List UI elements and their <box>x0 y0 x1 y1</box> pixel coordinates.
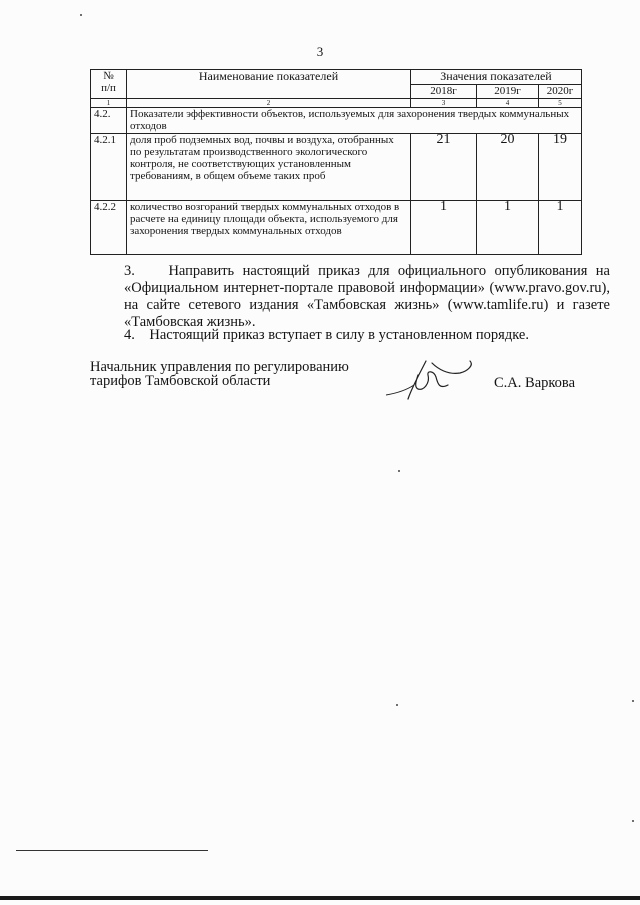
column-number: 4 <box>477 99 539 108</box>
footnote-divider <box>16 850 208 851</box>
signer-name: С.А. Варкова <box>494 375 576 391</box>
row-value: 19 <box>539 134 582 201</box>
handwritten-signature <box>378 355 478 403</box>
column-number: 1 <box>91 99 127 108</box>
indicators-table <box>90 69 582 255</box>
table-row <box>91 134 582 201</box>
header-number: № п/п <box>91 70 127 99</box>
row-name: доля проб подземных вод, почвы и воздуха, отобранных по результатам производственного экологического контроля, не соответствующих установленным требованиям, в общем объеме таких проб <box>127 134 411 201</box>
header-year: 2019г <box>477 85 539 99</box>
row-name: Показатели эффективности объектов, используемых для захоронения твердых коммунальных отходов <box>127 108 582 134</box>
row-name: количество возгораний твердых коммунальных отходов в расчете на единицу площади объекта, используемого для захоронения твердых коммунальных отходов <box>127 201 411 255</box>
header-year: 2020г <box>539 85 582 99</box>
scan-speck <box>632 820 634 822</box>
row-value: 20 <box>477 134 539 201</box>
header-year: 2018г <box>411 85 477 99</box>
row-value: 1 <box>477 201 539 255</box>
column-number: 3 <box>411 99 477 108</box>
scan-speck <box>396 704 398 706</box>
header-name: Наименование показателей <box>127 70 411 99</box>
scan-speck <box>80 14 82 16</box>
row-index: 4.2. <box>91 108 127 134</box>
table-row <box>91 108 582 134</box>
row-index: 4.2.1 <box>91 134 127 201</box>
page-number: 3 <box>316 44 324 59</box>
scan-speck <box>632 700 634 702</box>
row-value: 21 <box>411 134 477 201</box>
column-number: 5 <box>539 99 582 108</box>
row-value: 1 <box>411 201 477 255</box>
table-header-row <box>91 70 582 85</box>
header-values-group: Значения показателей <box>411 70 582 85</box>
signer-position: Начальник управления по регулированию тарифов Тамбовской области <box>90 359 349 389</box>
column-numbers-row <box>91 99 582 108</box>
row-index: 4.2.2 <box>91 201 127 255</box>
row-value: 1 <box>539 201 582 255</box>
paragraph-4: 4. Настоящий приказ вступает в силу в установленном порядке. <box>124 327 529 343</box>
scan-edge-band <box>0 896 640 900</box>
paragraph-3: 3. Направить настоящий приказ для официального опубликования на «Официальном интернет-портале правовой информации» (www.pravo.gov.ru), на сайте сетевого издания «Тамбовская жизнь» (www.tamlife.ru) и газете «Тамбовская жизнь». <box>124 263 610 330</box>
table-row <box>91 201 582 255</box>
scan-speck <box>398 470 400 472</box>
column-number: 2 <box>127 99 411 108</box>
